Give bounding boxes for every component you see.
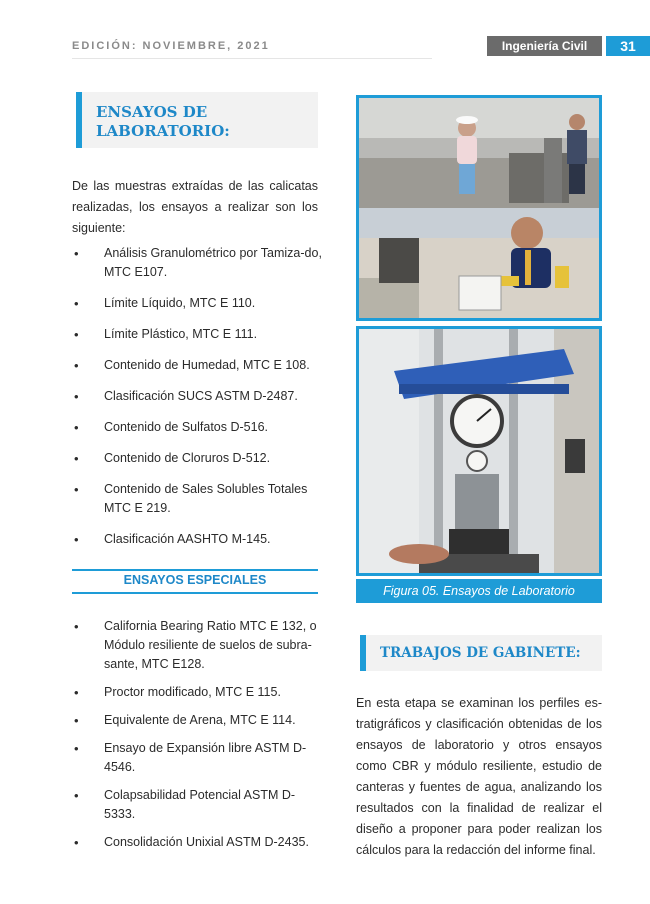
list-item: • Consolidación Unixial ASTM D-2435.	[72, 833, 322, 852]
special-tests-bottom-rule	[72, 592, 318, 594]
list-item: • Proctor modificado, MTC E 115.	[72, 683, 322, 702]
lab-photo-top	[356, 95, 602, 321]
lab-tests-heading-line1: ENSAYOS DE	[96, 103, 208, 121]
cabinet-work-body: En esta etapa se examinan los perfiles es-tratigráficos y clasificación obtenidas de los ensayos de laboratorio y otros ensayos como CBR y módulo resiliente, estudio de canteras y fuentes de agua, analizando los resultados con la finalidad de realizar el diseño a proponer para poder realizan los cálculos para la redacción del informe final.	[356, 696, 602, 857]
cabinet-work-heading	[360, 635, 602, 671]
heading-accent-bar	[360, 635, 366, 671]
list-item: • Contenido de Sales Solubles Totales MTC E 219.	[72, 480, 322, 518]
list-item: • Análisis Granulométrico por Tamiza-do, MTC E107.	[72, 244, 322, 282]
list-item: • Contenido de Humedad, MTC E 108.	[72, 356, 322, 375]
lab-tests-heading	[76, 92, 318, 148]
header-divider	[72, 58, 432, 59]
list-item: • Contenido de Sulfatos D-516.	[72, 418, 322, 437]
section-tab: Ingeniería Civil	[487, 36, 602, 56]
list-item: • Equivalente de Arena, MTC E 114.	[72, 711, 322, 730]
lab-photo-top-image	[359, 98, 599, 318]
edition-label: EDICIÓN: NOVIEMBRE, 2021	[72, 40, 270, 52]
cabinet-work-heading-text: TRABAJOS DE GABINETE:	[380, 645, 581, 661]
figure-caption: Figura 05. Ensayos de Laboratorio	[356, 579, 602, 603]
special-tests-list	[72, 617, 322, 852]
page-number: 31	[606, 36, 650, 56]
list-item: • Límite Líquido, MTC E 110.	[72, 294, 322, 313]
list-item: • Ensayo de Expansión libre ASTM D-4546.	[72, 739, 322, 777]
list-item: • Colapsabilidad Potencial ASTM D-5333.	[72, 786, 322, 824]
list-item: • Límite Plástico, MTC E 111.	[72, 325, 322, 344]
lab-tests-heading-line2: LABORATORIO:	[96, 122, 230, 140]
heading-accent-bar	[76, 92, 82, 148]
list-item: • Contenido de Cloruros D-512.	[72, 449, 322, 468]
special-tests-top-rule	[72, 569, 318, 571]
lab-photo-bottom-image	[359, 329, 599, 573]
list-item: • California Bearing Ratio MTC E 132, o Módulo resiliente de suelos de subra-sante, MTC E128.	[72, 617, 322, 674]
list-item: • Clasificación SUCS ASTM D-2487.	[72, 387, 322, 406]
list-item: • Clasificación AASHTO M-145.	[72, 530, 322, 549]
lab-tests-intro: De las muestras extraídas de las calicatas realizadas, los ensayos a realizar son los siguiente:	[72, 179, 318, 235]
lab-tests-list	[72, 244, 322, 549]
lab-photo-bottom	[356, 326, 602, 576]
special-tests-heading: ENSAYOS ESPECIALES	[123, 573, 267, 587]
